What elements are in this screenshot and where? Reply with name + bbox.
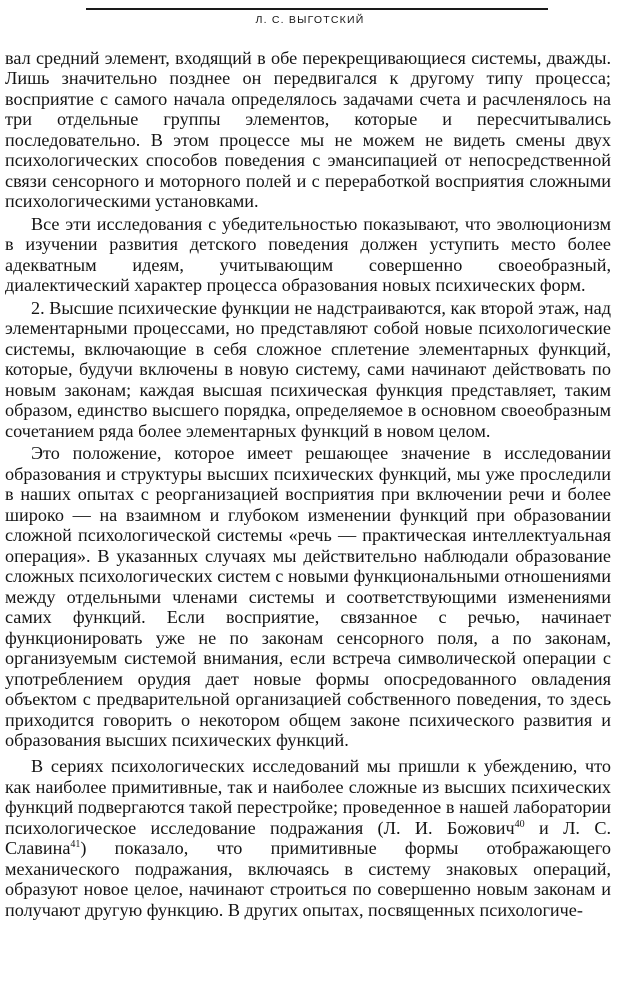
- paragraph-2: Все эти исследования с убедительностью показывают, что эволюционизм в изучении развития детского поведения должен уступить место более адекватным идеям, учитывающим совершенно своеобразный, диалектический характер процесса образования новых психических форм.: [5, 213, 611, 296]
- header-rule: [86, 8, 548, 10]
- paragraph-5-part-2: и Л. С. Славина: [5, 817, 611, 859]
- footnote-ref-40: 40: [514, 818, 525, 830]
- running-header: Л. С. ВЫГОТСКИЙ: [255, 14, 365, 26]
- paragraph-1: вал средний элемент, входящий в обе перекрещивающиеся системы, дважды. Лишь значительно позднее он передвигался к другому типу процесса; восприятие с самого начала определялось задачами счета и расчленялось на три отдельные группы элементов, которые и пересчитывались последовательно. В этом процессе мы не можем не видеть смены двух психологических способов поведения с эмансипацией от непосредственной связи сенсорного и моторного полей и с переработкой восприятия сложными психологическими установками.: [5, 48, 611, 212]
- footnote-ref-41: 41: [70, 839, 81, 851]
- paragraph-5-part-1: В сериях психологических исследований мы пришли к убеждению, что как наиболее примитивные, так и наиболее сложные из высших психических функций подвергаются такой перестройке; проведенное в нашей лаборатории психологическое исследование подражания (Л. И. Божович: [5, 756, 611, 838]
- paragraph-4: Это положение, которое имеет решающее значение в исследовании образования и структуры высших психических функций, мы уже проследили в наших опытах с реорганизацией восприятия при включении речи и более широко — на взаимном и глубоком изменении функций при образовании сложной психологической системы «речь — практическая интеллектуальная операция». В указанных случаях мы действительно наблюдали образование сложных психологических систем с новыми функциональными отношениями между отдельными членами системы и соответствующими изменениями самих функций. Если восприятие, связанное с речью, начинает функционировать уже не по законам сенсорного поля, а по законам, организуемым системой внимания, если встреча символической операции с употреблением орудия дает новые формы опосредованного овладения объектом с предварительной организацией собственного поведения, то здесь приходится говорить о некотором общем законе психического развития и образования высших психических функций.: [5, 443, 611, 750]
- body-text: [5, 48, 611, 920]
- paragraph-5-part-3: ) показало, что примитивные формы отображающего механического подражания, включаясь в систему знаковых операций, образуют новое целое, начинают строиться по совершенно новым законам и получают другую функцию. В других опытах, посвященных психологиче-: [5, 838, 611, 920]
- paragraph-5: [5, 756, 611, 920]
- paragraph-3: 2. Высшие психические функции не надстраиваются, как второй этаж, над элементарными процессами, но представляют собой новые психологические системы, включающие в себя сложное сплетение элементарных функций, которые, будучи включены в новую систему, сами начинают действовать по новым законам; каждая высшая психическая функция представляет, таким образом, единство высшего порядка, определяемое в основном своеобразным сочетанием ряда более элементарных функций в новом целом.: [5, 297, 611, 441]
